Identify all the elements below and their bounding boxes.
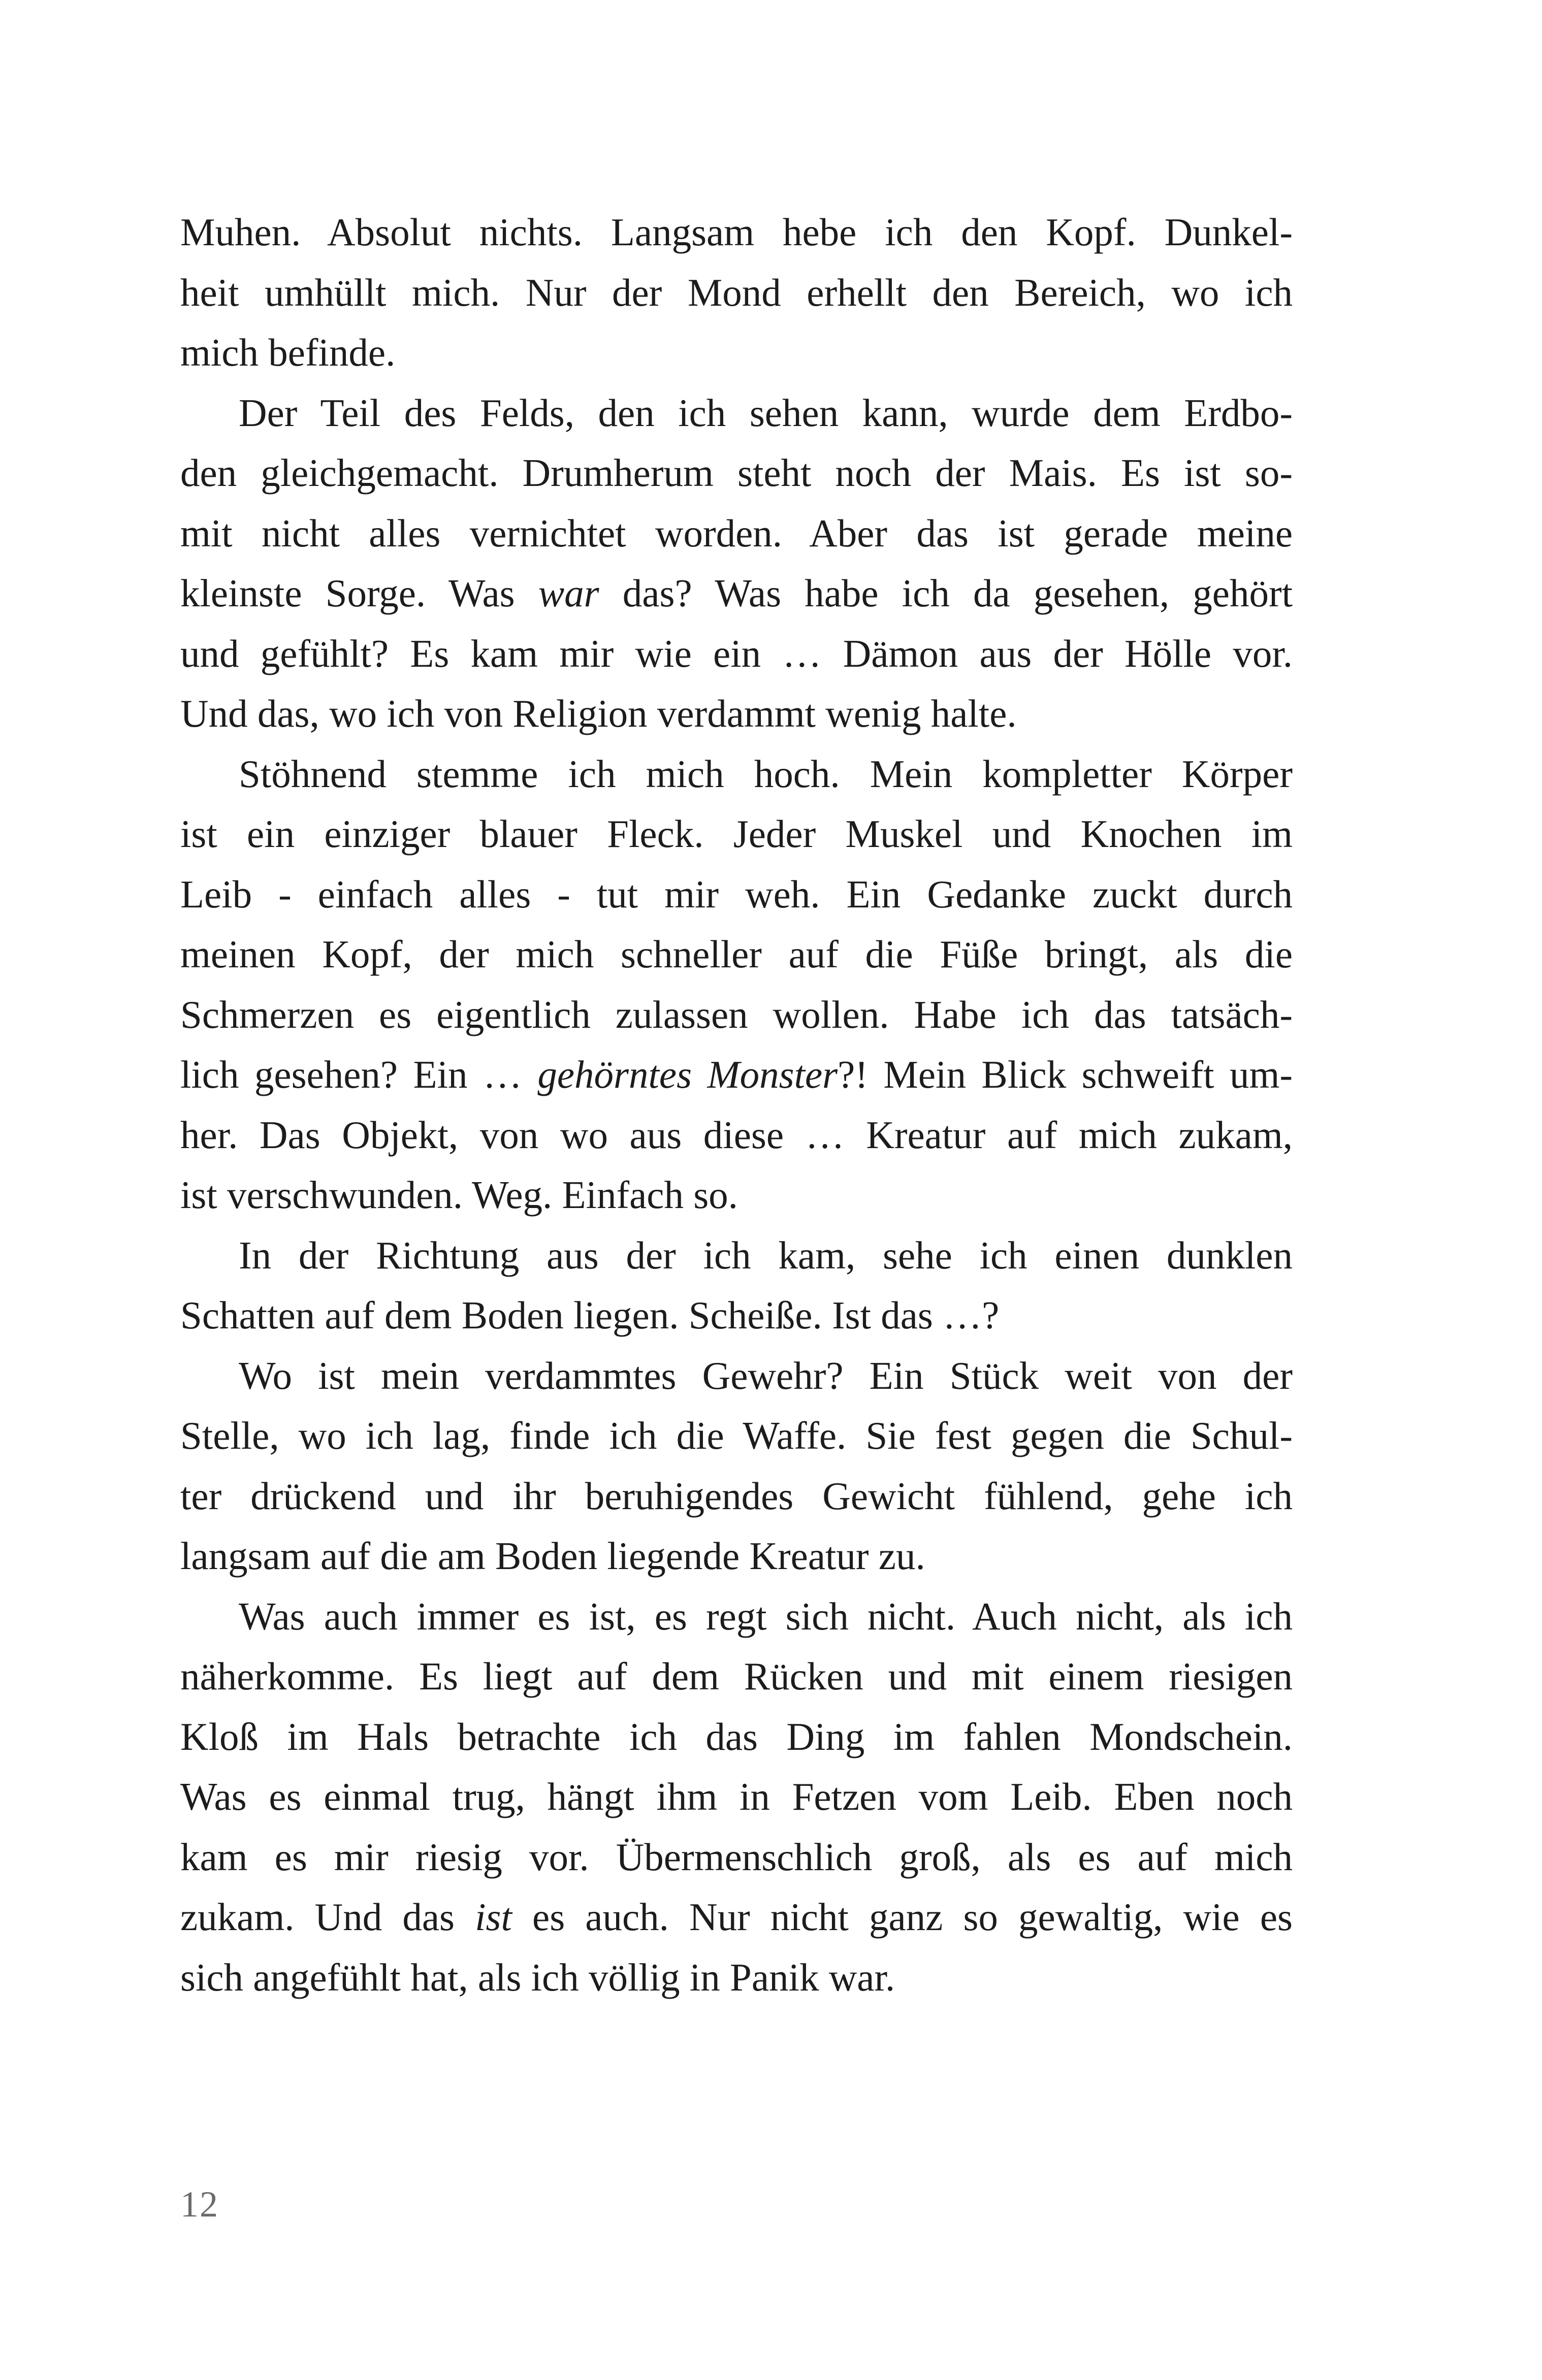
- text-line: In der Richtung aus der ich kam, sehe ich einen dunklen: [239, 1233, 1293, 1277]
- paragraph: [180, 1225, 1293, 1346]
- text-line: Leib - einfach alles - tut mir weh. Ein Gedanke zuckt durch: [180, 872, 1293, 916]
- text-line: Was es einmal trug, hängt ihm in Fetzen vom Leib. Eben noch: [180, 1775, 1293, 1818]
- text-line: Kloß im Hals betrachte ich das Ding im fahlen Mondschein.: [180, 1714, 1293, 1758]
- text-line: Schmerzen es eigentlich zulassen wollen. Habe ich das tatsäch-: [180, 992, 1293, 1036]
- text-line: Schatten auf dem Boden liegen. Scheiße. Ist das …?: [180, 1293, 1000, 1337]
- paragraph: [180, 744, 1293, 1225]
- text-line: näherkomme. Es liegt auf dem Rücken und mit einem riesigen: [180, 1654, 1293, 1698]
- text-line: und gefühlt? Es kam mir wie ein … Dämon aus der Hölle vor.: [180, 631, 1293, 675]
- text-line: Und das, wo ich von Religion verdammt wenig halte.: [180, 692, 1017, 735]
- text-line: langsam auf die am Boden liegende Kreatur zu.: [180, 1534, 925, 1578]
- text-line: ist verschwunden. Weg. Einfach so.: [180, 1173, 738, 1217]
- text-line: Stelle, wo ich lag, finde ich die Waffe. Sie fest gegen die Schul-: [180, 1414, 1293, 1457]
- text-line: mit nicht alles vernichtet worden. Aber das ist gerade meine: [180, 511, 1293, 555]
- text-line: ter drückend und ihr beruhigendes Gewicht fühlend, gehe ich: [180, 1474, 1293, 1518]
- emphasis: gehörntes Monster: [537, 1053, 838, 1096]
- text-line: Muhen. Absolut nichts. Langsam hebe ich den Kopf. Dunkel-: [180, 210, 1293, 254]
- text-line: Wo ist mein verdammtes Gewehr? Ein Stück weit von der: [239, 1353, 1293, 1397]
- body-text: [180, 202, 1293, 2007]
- text-line: kleinste Sorge. Was war das? Was habe ich da gesehen, gehört: [180, 571, 1293, 615]
- text-line: mich befinde.: [180, 331, 396, 374]
- text-line: lich gesehen? Ein … gehörntes Monster?! Mein Blick schweift um-: [180, 1053, 1293, 1096]
- text-line: Der Teil des Felds, den ich sehen kann, wurde dem Erdbo-: [239, 390, 1293, 435]
- text-line: her. Das Objekt, von wo aus diese … Kreatur auf mich zukam,: [180, 1113, 1293, 1157]
- text-line: sich angefühlt hat, als ich völlig in Panik war.: [180, 1955, 895, 1999]
- text-line: Was auch immer es ist, es regt sich nicht. Auch nicht, als ich: [239, 1594, 1293, 1638]
- text-line: ist ein einziger blauer Fleck. Jeder Muskel und Knochen im: [180, 812, 1293, 856]
- paragraph: [180, 202, 1293, 383]
- paragraph: [180, 383, 1293, 744]
- emphasis: war: [538, 571, 599, 615]
- page-number: 12: [180, 2184, 219, 2225]
- text-line: kam es mir riesig vor. Übermenschlich groß, als es auf mich: [180, 1835, 1293, 1879]
- text-line: meinen Kopf, der mich schneller auf die Füße bringt, als die: [180, 932, 1293, 976]
- emphasis: ist: [475, 1895, 512, 1939]
- text-line: Stöhnend stemme ich mich hoch. Mein kompletter Körper: [239, 752, 1293, 796]
- text-line: den gleichgemacht. Drumherum steht noch der Mais. Es ist so-: [180, 451, 1293, 495]
- paragraph: [180, 1586, 1293, 2008]
- paragraph: [180, 1346, 1293, 1586]
- text-line: heit umhüllt mich. Nur der Mond erhellt den Bereich, wo ich: [180, 270, 1293, 314]
- text-line: zukam. Und das ist es auch. Nur nicht ganz so gewaltig, wie es: [180, 1895, 1293, 1939]
